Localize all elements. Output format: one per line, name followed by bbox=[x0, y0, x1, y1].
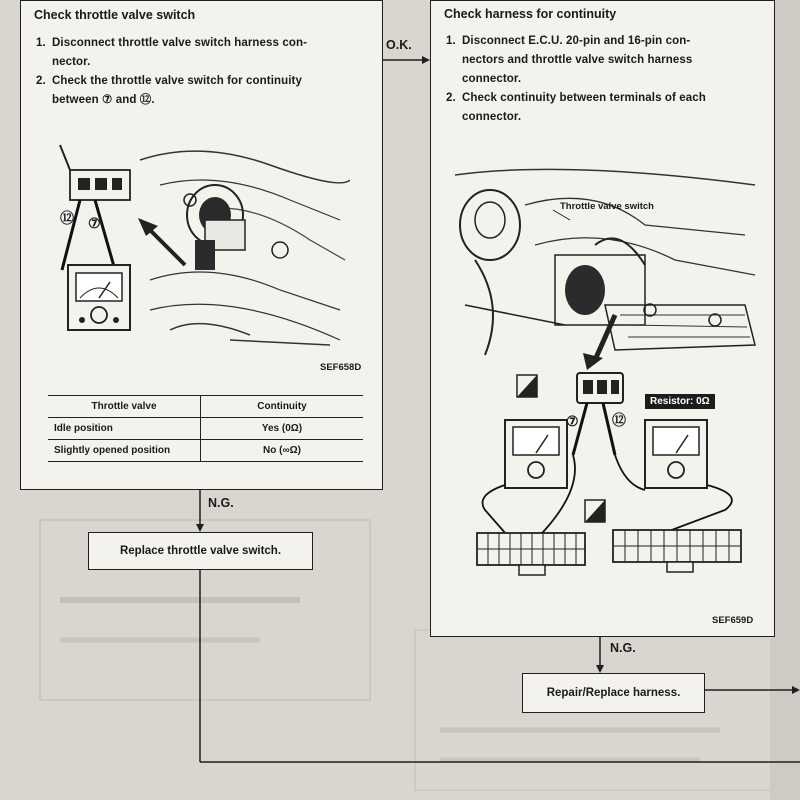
left-step-2-line-2: between ⑦ and ⑫. bbox=[52, 94, 155, 106]
table-cell-position: Slightly opened position bbox=[48, 440, 201, 462]
table-cell-continuity: No (∞Ω) bbox=[201, 440, 364, 462]
right-step-1-line-2: nectors and throttle valve switch harness bbox=[462, 54, 693, 66]
throttle-valve-switch-callout: Throttle valve switch bbox=[560, 201, 654, 212]
left-step-1-number: 1. bbox=[36, 37, 46, 49]
ok-label: O.K. bbox=[386, 38, 412, 52]
table-header-continuity: Continuity bbox=[201, 396, 364, 418]
right-step-1-line-3: connector. bbox=[462, 73, 522, 85]
right-step-2-line-1: Check continuity between terminals of each bbox=[462, 92, 706, 104]
left-step-1-line-1: Disconnect throttle valve switch harness con- bbox=[52, 37, 308, 49]
left-figure-code: SEF658D bbox=[320, 362, 362, 373]
table-cell-continuity: Yes (0Ω) bbox=[201, 418, 364, 440]
right-step-1-number: 1. bbox=[446, 35, 456, 47]
left-step-1-line-2: nector. bbox=[52, 56, 91, 68]
left-box-title: Check throttle valve switch bbox=[34, 8, 196, 22]
right-step-2-number: 2. bbox=[446, 92, 456, 104]
table-cell-position: Idle position bbox=[48, 418, 201, 440]
right-step-1-line-1: Disconnect E.C.U. 20-pin and 16-pin con- bbox=[462, 35, 691, 47]
right-terminal-a-label: ⑦ bbox=[566, 413, 579, 429]
left-step-2-number: 2. bbox=[36, 75, 46, 87]
right-box-title: Check harness for continuity bbox=[444, 7, 617, 21]
repair-replace-harness-box: Repair/Replace harness. bbox=[522, 673, 705, 713]
right-figure-code: SEF659D bbox=[712, 615, 754, 626]
table-header-throttle-valve: Throttle valve bbox=[48, 396, 201, 418]
left-terminal-b-label: ⑫ bbox=[60, 210, 74, 226]
resistor-label: Resistor: 0Ω bbox=[645, 394, 715, 409]
replace-throttle-valve-switch-box: Replace throttle valve switch. bbox=[88, 532, 313, 570]
right-step-2-line-2: connector. bbox=[462, 111, 522, 123]
left-terminal-a-label: ⑦ bbox=[88, 215, 101, 231]
right-terminal-b-label: ⑫ bbox=[612, 412, 626, 428]
left-step-2-line-1: Check the throttle valve switch for continuity bbox=[52, 75, 302, 87]
ng-label-right: N.G. bbox=[610, 641, 636, 655]
ng-label-left: N.G. bbox=[208, 496, 234, 510]
